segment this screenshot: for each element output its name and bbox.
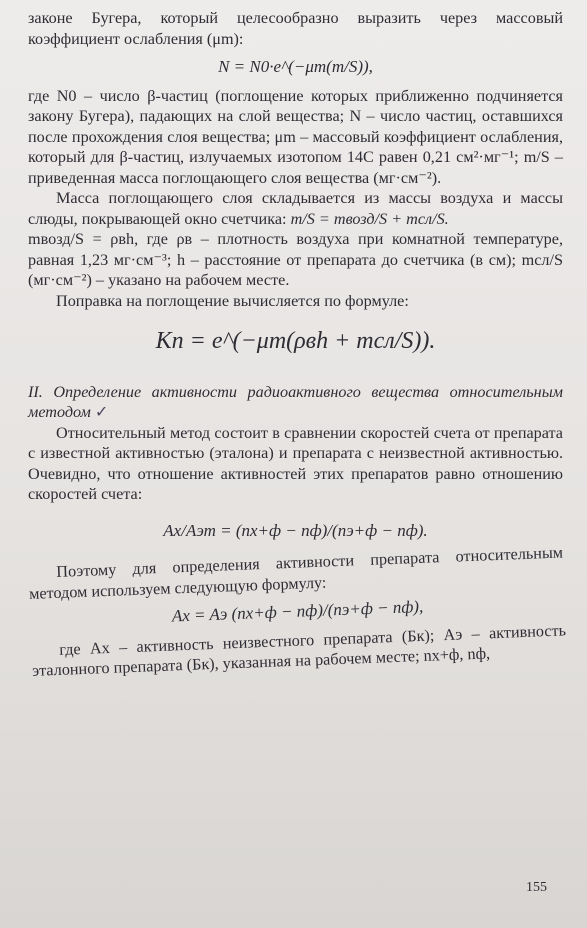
- section-title: [28, 382, 563, 423]
- paragraph-air-density: mвозд/S = ρвh, где ρв – плотность воздуха при комнатной температуре, равная 1,23 мг·см⁻³; h – расстояние от препарата до счетчика (в см); mсл/S (мг·см⁻²) – указано на рабочем месте.: [28, 230, 563, 289]
- paragraph-definitions: где N0 – число β-частиц (поглощение которых приближенно подчиняется закону Бугера), падающих на слой вещества; N – число частиц, оставшихся после прохождения слоя вещества; μm – массовый коэффициент ослабления, который для β-частиц, излучаемых изотопом 14C равен 0,21 см²·мг⁻¹; m/S – приведенная масса поглощающего слоя вещества (мг·см⁻²).: [28, 86, 563, 187]
- section-title-text: II. Определение активности радиоактивного вещества относительным методом: [28, 382, 563, 421]
- page-number: 155: [526, 880, 547, 895]
- paragraph-correction: Поправка на поглощение вычисляется по формуле:: [56, 291, 409, 310]
- bottom-tilted-block: [28, 542, 567, 681]
- formula-buger: N = N0·e^(−μm(m/S)),: [218, 57, 373, 76]
- formula-ratio: Ax/Aэт = (nx+ф − nф)/(nэ+ф − nф).: [163, 520, 428, 540]
- checkmark-icon: ✓: [94, 403, 109, 421]
- mass-layer-formula: m/S = mвозд/S + mсл/S.: [290, 209, 449, 228]
- formula-correction: Kп = e^(−μm(ρвh + mсл/S)).: [155, 328, 436, 354]
- page-content: [28, 8, 567, 682]
- paragraph-mass-layer: [28, 188, 563, 229]
- paragraph-therefore: Поэтому для определения активности препарата относительным методом используем следующую формулу:: [28, 543, 564, 603]
- paragraph-relative-method: Относительный метод состоит в сравнении скоростей счета от препарата с известной активностью (эталона) и препарата с неизвестной активностью. Очевидно, что отношение активностей этих препаратов равно отношению скоростей счета:: [28, 423, 563, 503]
- mass-layer-text: Масса поглощающего слоя складывается из массы воздуха и массы слюды, покрывающей окно счетчика:: [28, 189, 563, 228]
- formula-activity: Ax = Aэ (nx+ф − nф)/(nэ+ф − nф),: [171, 596, 424, 626]
- paragraph-where: где Ax – активность неизвестного препарата (Бк); Aэ – активность эталонного препарата (Бк), указанная на рабочем месте; nx+ф, nф,: [31, 620, 567, 680]
- text-line-intro: законе Бугера, который целесообразно выразить через массовый коэффициент ослабления (μm):: [28, 9, 563, 48]
